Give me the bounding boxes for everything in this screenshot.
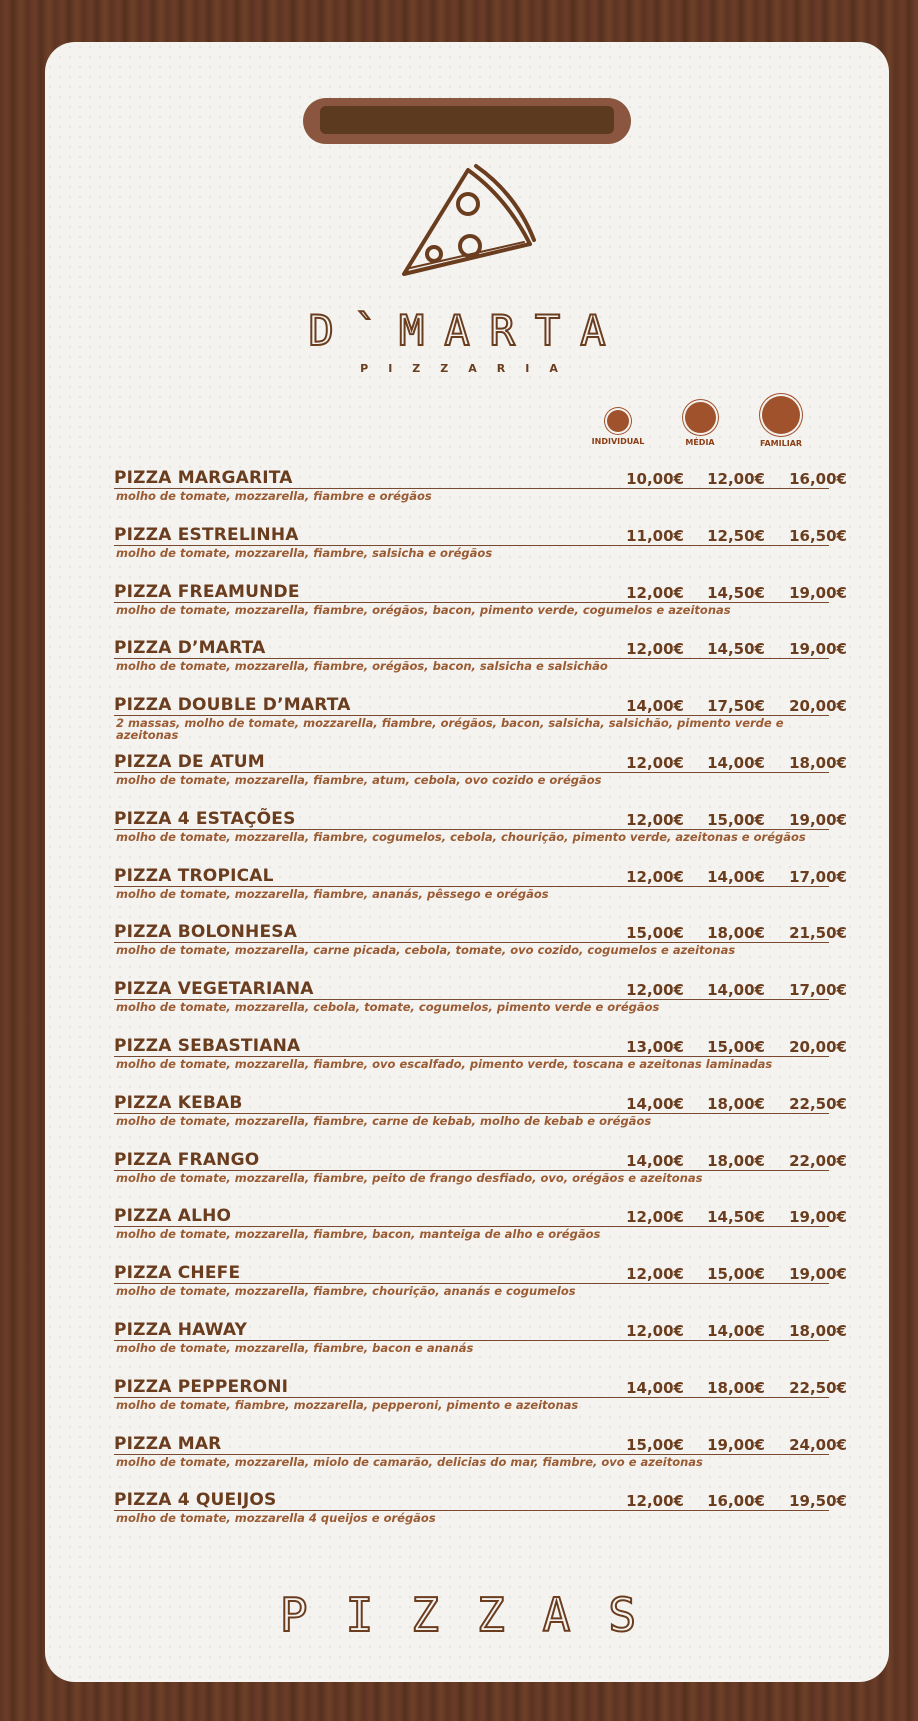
item-price: 12,00€ [707,470,765,488]
menu-item [114,524,847,582]
item-price: 12,00€ [626,981,684,1000]
item-price: 15,00€ [626,1435,684,1454]
item-description: molho de tomate, mozzarella, fiambre, ovo escalfado, pimento verde, toscana e azeitonas laminadas [116,1056,773,1071]
item-name: PIZZA MARGARITA [114,468,293,488]
item-price: 14,50€ [707,640,765,659]
menu-item [114,1206,847,1263]
item-price: 19,00€ [789,810,847,829]
item-price: 20,00€ [789,697,847,716]
item-price: 14,00€ [626,697,684,716]
item-price: 18,00€ [707,1094,765,1113]
brand-name: D`MARTA [308,306,626,355]
item-price: 19,50€ [789,1492,847,1511]
item-description: molho de tomate, mozzarella, fiambre, peito de frango desfiado, ovo, orégãos e azeitonas [116,1170,703,1185]
size-dot-icon [607,410,629,432]
item-description: molho de tomate, mozzarella 4 queijos e orégãos [116,1511,436,1526]
menu-item [114,581,847,639]
item-price: 12,00€ [626,1208,684,1227]
item-description: molho de tomate, mozzarella, fiambre e orégãos [116,489,432,503]
size-label: MÉDIA [685,438,715,447]
item-name: PIZZA ESTRELINHA [114,524,299,545]
size-label: INDIVIDUAL [591,437,645,446]
item-price: 15,00€ [707,1037,765,1056]
item-name: PIZZA TROPICAL [114,865,274,886]
item-price: 18,00€ [707,1151,765,1170]
item-name: PIZZA DOUBLE D’MARTA [114,695,351,716]
item-price: 15,00€ [707,1265,765,1284]
size-familiar [753,396,809,448]
menu-item [114,1263,847,1320]
item-price: 11,00€ [626,526,684,545]
item-price: 10,00€ [626,470,684,488]
item-description: molho de tomate, mozzarella, fiambre, bacon, manteiga de alho e orégãos [116,1227,601,1242]
item-price: 24,00€ [789,1435,847,1454]
size-dot-icon [685,402,716,433]
item-price: 14,00€ [626,1378,684,1397]
brand-tagline: PIZZARIA [360,362,578,375]
item-name: PIZZA HAWAY [114,1319,248,1340]
item-price: 12,00€ [626,1492,684,1511]
item-price: 17,00€ [789,981,847,1000]
item-name: PIZZA 4 QUEIJOS [114,1490,277,1511]
item-price: 19,00€ [707,1435,765,1454]
item-description: molho de tomate, mozzarella, fiambre, cogumelos, cebola, chourição, pimento verde, azeitonas e orégãos [116,829,806,844]
section-title: PIZZAS [279,1588,675,1642]
item-price: 14,00€ [707,981,765,1000]
size-label: FAMILIAR [759,439,803,448]
item-price: 15,00€ [707,810,765,829]
item-price: 22,50€ [789,1094,847,1113]
item-price: 18,00€ [707,1378,765,1397]
item-price: 19,00€ [789,583,847,602]
size-media [672,402,728,447]
item-description: molho de tomate, mozzarella, fiambre, bacon e ananás [116,1340,474,1355]
menu-item [114,865,847,923]
item-price: 17,50€ [707,697,765,716]
item-price: 15,00€ [626,924,684,943]
item-name: PIZZA FREAMUNDE [114,581,300,602]
menu-item [114,638,847,695]
item-price: 22,00€ [789,1151,847,1170]
item-description: molho de tomate, mozzarella, carne picada, cebola, tomate, ovo cozido, cogumelos e azeitonas [116,943,736,958]
item-price: 16,50€ [789,526,847,545]
item-price: 12,00€ [626,867,684,886]
item-price: 16,00€ [789,470,847,488]
item-price: 13,00€ [626,1037,684,1056]
item-description: molho de tomate, mozzarella, fiambre, carne de kebab, molho de kebab e orégãos [116,1113,652,1128]
item-description: molho de tomate, mozzarella, fiambre, salsicha e orégãos [116,545,493,560]
menu-item [114,1035,847,1093]
item-price: 19,00€ [789,1265,847,1284]
item-name: PIZZA 4 ESTAÇÕES [114,808,296,829]
item-description: molho de tomate, mozzarella, cebola, tomate, cogumelos, pimento verde e orégãos [116,1000,660,1015]
menu-item [114,979,847,1036]
menu-item [114,1433,847,1491]
item-price: 12,00€ [626,753,684,772]
item-description: molho de tomate, mozzarella, fiambre, orégãos, bacon, salsicha e salsichão [116,659,608,674]
menu-item [114,695,847,752]
item-price: 17,00€ [789,867,847,886]
item-description: molho de tomate, mozzarella, fiambre, chourição, ananás e cogumelos [116,1284,576,1299]
item-description: molho de tomate, fiambre, mozzarella, pepperoni, pimento e azeitonas [116,1397,579,1412]
item-price: 14,00€ [626,1094,684,1113]
item-price: 14,00€ [707,753,765,772]
item-price: 19,00€ [789,1208,847,1227]
item-name: PIZZA SEBASTIANA [114,1035,301,1056]
item-price: 14,50€ [707,1208,765,1227]
item-price: 18,00€ [789,1321,847,1340]
item-price: 12,00€ [626,640,684,659]
item-description: molho de tomate, mozzarella, fiambre, atum, cebola, ovo cozido e orégãos [116,772,602,787]
item-name: PIZZA KEBAB [114,1092,243,1113]
item-price: 12,00€ [626,810,684,829]
item-name: PIZZA ALHO [114,1206,232,1227]
menu-item [114,1319,847,1377]
item-name: PIZZA CHEFE [114,1263,241,1284]
item-description: molho de tomate, mozzarella, fiambre, ananás, pêssego e orégãos [116,886,549,901]
item-price: 20,00€ [789,1037,847,1056]
item-description: molho de tomate, mozzarella, fiambre, orégãos, bacon, pimento verde, cogumelos e azeitonas [116,602,731,617]
item-price: 19,00€ [789,640,847,659]
item-description: molho de tomate, mozzarella, miolo de camarão, delicias do mar, fiambre, ovo e azeitonas [116,1454,703,1469]
size-individual [590,410,646,446]
menu-item [114,808,847,866]
item-price: 12,50€ [707,526,765,545]
size-dot-icon [762,396,800,434]
item-price: 14,00€ [707,1321,765,1340]
menu-item [114,922,847,979]
item-price: 14,00€ [707,867,765,886]
item-name: PIZZA FRANGO [114,1149,260,1170]
menu-item [114,1490,847,1547]
item-price: 18,00€ [707,924,765,943]
item-description: 2 massas, molho de tomate, mozzarella, fiambre, orégãos, bacon, salsicha, salsichão, pimento verde e azeitonas [116,716,784,743]
item-price: 12,00€ [626,583,684,602]
item-name: PIZZA MAR [114,1433,222,1454]
menu-item [114,1149,847,1207]
item-price: 14,50€ [707,583,765,602]
menu-hanger-bar [320,106,614,134]
item-price: 12,00€ [626,1321,684,1340]
item-name: PIZZA VEGETARIANA [114,979,314,1000]
item-price: 14,00€ [626,1151,684,1170]
item-name: PIZZA DE ATUM [114,751,265,772]
menu-item [114,1376,847,1434]
menu-item [114,1092,847,1150]
item-price: 18,00€ [789,753,847,772]
menu-item [114,751,847,809]
pizza-slice-icon [396,162,536,286]
menu-item [114,468,847,525]
item-name: PIZZA PEPPERONI [114,1376,289,1397]
item-name: PIZZA BOLONHESA [114,922,298,943]
item-price: 21,50€ [789,924,847,943]
item-name: PIZZA D’MARTA [114,638,266,659]
menu-list [114,468,847,1547]
item-price: 12,00€ [626,1265,684,1284]
item-price: 16,00€ [707,1492,765,1511]
item-price: 22,50€ [789,1378,847,1397]
